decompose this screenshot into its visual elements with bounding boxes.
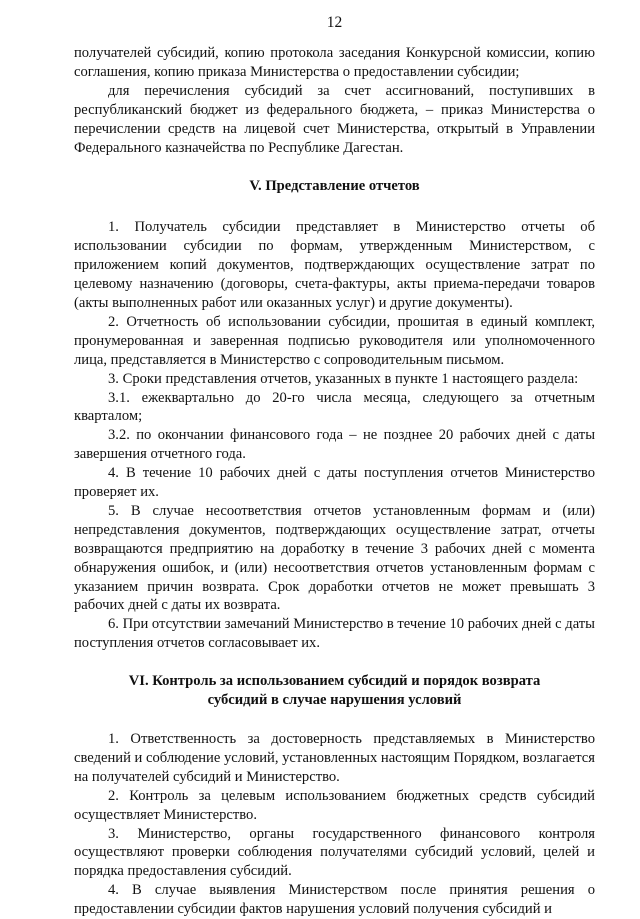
section-heading: V. Представление отчетов [249, 178, 420, 195]
page-number: 12 [326, 14, 343, 31]
document-body [74, 44, 595, 919]
paragraph: 2. Отчетность об использовании субсидии, прошитая в единый комплект, пронумерованная и заверенная подписью руководителя или уполномоченного лица, представляется в Министерство с сопроводительным письмом. [74, 313, 595, 368]
paragraph: 1. Получатель субсидии представляет в Министерство отчеты об использовании субсидии по формам, утвержденным Министерством, с приложением копий документов, подтверждающих осуществление затрат по целевому назначению (договоры, счета-фактуры, акты приема-передачи товаров (акты выполненных работ или оказанных услуг) и другие документы). [74, 219, 595, 311]
paragraph: 3. Сроки представления отчетов, указанных в пункте 1 настоящего раздела: [108, 370, 579, 387]
paragraph: для перечисления субсидий за счет ассигнований, поступивших в республиканский бюджет из федерального бюджета, – приказ Министерства о перечислении средств на лицевой счет Министерства, открытый в Управлении Федерального казначейства по Республике Дагестан. [74, 82, 595, 156]
paragraph: 5. В случае несоответствия отчетов установленным формам и (или) непредставления документов, подтверждающих осуществление затрат, отчеты возвращаются предприятию на доработку в течение 3 рабочих дней с момента обнаружения ошибок, и (или) несоответствия отчетов установленным формам с указанием причин возврата. Срок доработки отчетов не может превышать 3 рабочих дней с даты их возврата. [74, 502, 595, 614]
paragraph: 6. При отсутствии замечаний Министерство в течение 10 рабочих дней с даты поступления отчетов согласовывает их. [74, 616, 595, 652]
paragraph: 1. Ответственность за достоверность представляемых в Министерство сведений и соблюдение условий, установленных настоящим Порядком, возлагается на получателей субсидий и Министерство. [74, 731, 595, 785]
section-heading-line-1: VI. Контроль за использованием субсидий и порядок возврата [128, 673, 541, 690]
paragraph: получателей субсидий, копию протокола заседания Конкурсной комиссии, копию соглашения, копию приказа Министерства о предоставлении субсидии; [74, 45, 595, 80]
paragraph: 2. Контроль за целевым использованием бюджетных средств субсидий осуществляет Министерство. [74, 787, 595, 823]
section-heading-line-2: субсидий в случае нарушения условий [207, 692, 462, 709]
paragraph: 3.1. ежеквартально до 20-го числа месяца, следующего за отчетным кварталом; [74, 389, 595, 425]
section-heading [74, 672, 595, 710]
paragraph: 4. В случае выявления Министерством после принятия решения о предоставлении субсидии фактов нарушения условий получения субсидий и [74, 882, 595, 918]
paragraph: 4. В течение 10 рабочих дней с даты поступления отчетов Министерство проверяет их. [74, 465, 595, 501]
paragraph: 3.2. по окончании финансового года – не позднее 20 рабочих дней с даты завершения отчетного года. [74, 427, 595, 463]
paragraph: 3. Министерство, органы государственного финансового контроля осуществляют проверки соблюдения получателями субсидий условий, целей и порядка предоставления субсидий. [74, 825, 595, 880]
